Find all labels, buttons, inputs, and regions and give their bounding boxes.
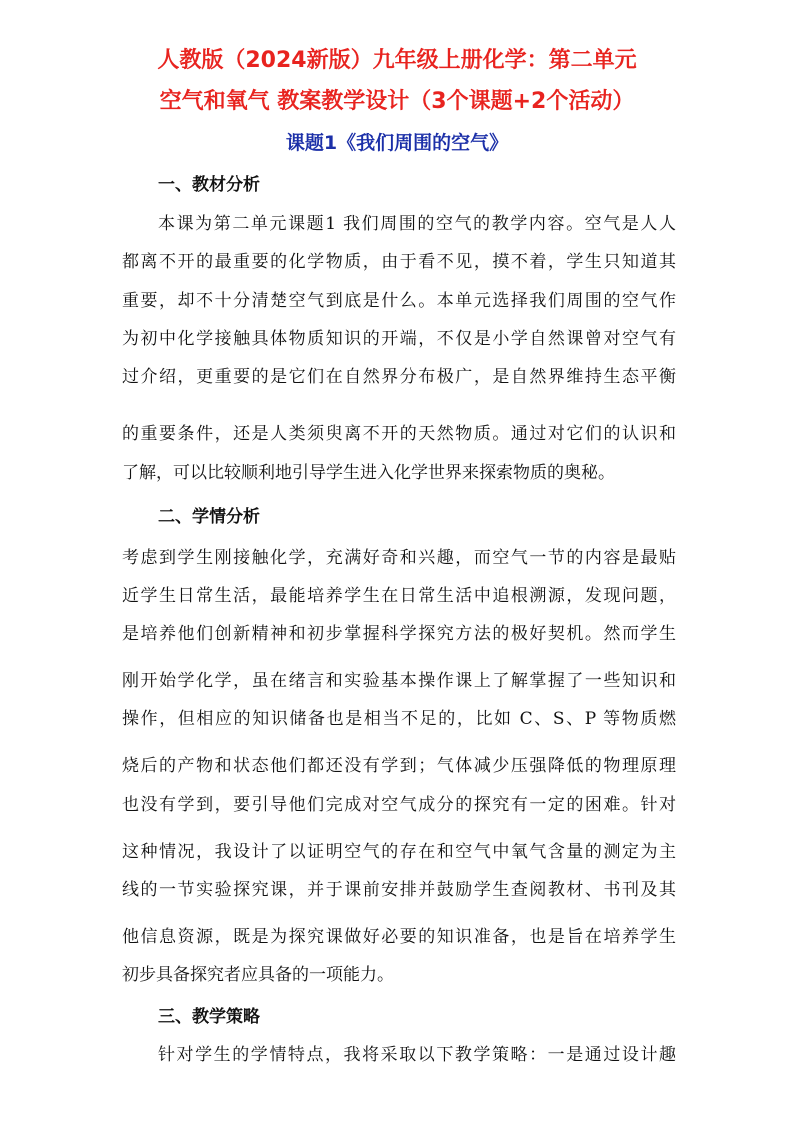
paragraph-line: 刚开始学化学，虽在绪言和实验基本操作课上了解掌握了一些知识和 xyxy=(122,671,676,691)
paragraph-line: 近学生日常生活，最能培养学生在日常生活中追根溯源，发现问题， xyxy=(122,586,676,606)
paragraph-line: 也没有学到，要引导他们完成对空气成分的探究有一定的困难。针对 xyxy=(122,795,676,815)
paragraph-line: 过介绍，更重要的是它们在自然界分布极广，是自然界维持生态平衡 xyxy=(122,367,676,387)
paragraph-line: 线的一节实验探究课，并于课前安排并鼓励学生查阅教材、书刊及其 xyxy=(122,880,676,900)
paragraph-line: 了解，可以比较顺利地引导学生进入化学世界来探索物质的奥秘。 xyxy=(122,463,615,483)
section-heading-student-analysis: 二、学情分析 xyxy=(158,507,260,527)
paragraph-line: 这种情况，我设计了以证明空气的存在和空气中氧气含量的测定为主 xyxy=(122,842,676,862)
document-title-line-1: 人教版（2024新版）九年级上册化学：第二单元 xyxy=(157,48,637,73)
lesson-subtitle: 课题1《我们周围的空气》 xyxy=(285,132,509,154)
paragraph-line: 为初中化学接触具体物质知识的开端，不仅是小学自然课曾对空气有 xyxy=(122,329,676,349)
paragraph-line: 针对学生的学情特点，我将采取以下教学策略：一是通过设计趣 xyxy=(158,1045,676,1065)
paragraph-line: 的重要条件，还是人类须臾离不开的天然物质。通过对它们的认识和 xyxy=(122,424,676,444)
paragraph-line: 是培养他们创新精神和初步掌握科学探究方法的极好契机。然而学生 xyxy=(122,624,676,644)
paragraph-line: 他信息资源，既是为探究课做好必要的知识准备，也是旨在培养学生 xyxy=(122,927,676,947)
paragraph-line: 初步具备探究者应具备的一项能力。 xyxy=(122,965,394,985)
section-heading-textbook-analysis: 一、教材分析 xyxy=(158,175,260,195)
paragraph-line: 操作，但相应的知识储备也是相当不足的，比如 C、S、P 等物质燃 xyxy=(122,709,676,729)
paragraph-line: 都离不开的最重要的化学物质，由于看不见，摸不着，学生只知道其 xyxy=(122,252,676,272)
document-title-line-2: 空气和氧气 教案教学设计（3个课题+2个活动） xyxy=(159,89,635,114)
section-heading-teaching-strategy: 三、教学策略 xyxy=(158,1007,260,1027)
paragraph-line: 考虑到学生刚接触化学，充满好奇和兴趣，而空气一节的内容是最贴 xyxy=(122,548,676,568)
paragraph-line: 本课为第二单元课题1 我们周围的空气的教学内容。空气是人人 xyxy=(158,214,676,234)
paragraph-line: 重要，却不十分清楚空气到底是什么。本单元选择我们周围的空气作 xyxy=(122,291,676,311)
paragraph-line: 烧后的产物和状态他们都还没有学到；气体减少压强降低的物理原理 xyxy=(122,756,676,776)
